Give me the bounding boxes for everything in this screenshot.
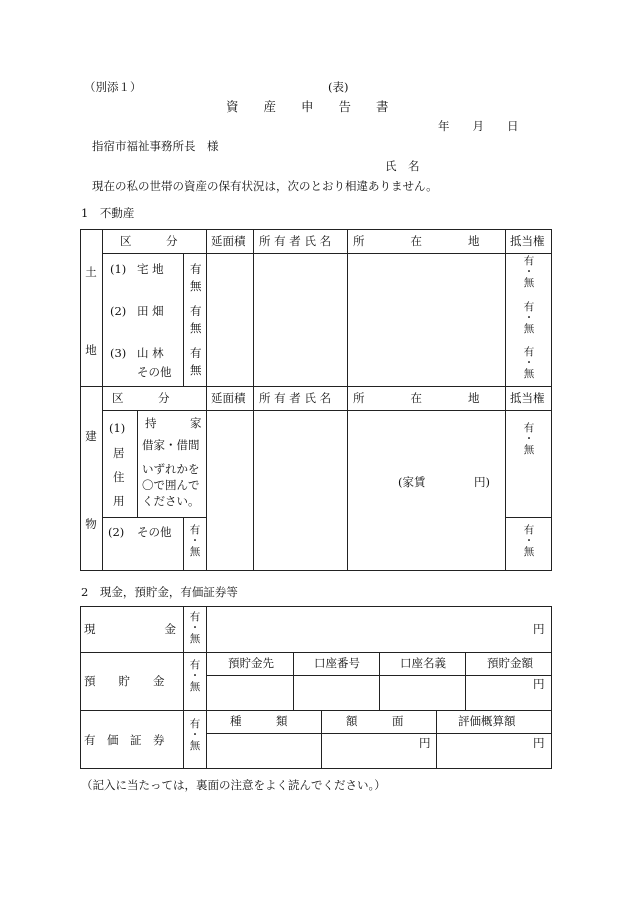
land-row3-name2: その他: [137, 365, 172, 379]
land-row3-yes: 有: [190, 346, 202, 360]
savings-label: 預 貯 金: [84, 674, 165, 688]
building-mortgage-2: 有 ・ 無: [523, 524, 535, 559]
land-mortgage-1: 有 ・ 無: [523, 255, 535, 290]
savings-header-bank: 預貯金先: [228, 656, 274, 670]
land-col-mortgage: 抵当権: [510, 234, 545, 248]
land-col-owner: 所 有 者 氏 名: [259, 234, 332, 248]
savings-yesno: 有 ・ 無: [189, 659, 201, 694]
footer-note: （記入に当たっては，裏面の注意をよく読んでください。）: [81, 778, 386, 792]
securities-label: 有 価 証 券: [84, 733, 165, 747]
residence-char-2: 住: [113, 470, 125, 484]
building-col-location: 所 在 地: [353, 391, 480, 405]
residence-num: (1): [109, 421, 126, 435]
savings-unit: 円: [533, 677, 545, 691]
attachment-label: （別添１）: [84, 80, 142, 94]
cash-label: 現 金: [84, 622, 176, 636]
land-row2-yes: 有: [190, 304, 202, 318]
instruction-3: ください。: [142, 494, 200, 508]
savings-header-amount: 預貯金額: [487, 656, 533, 670]
building-mortgage-1: 有 ・ 無: [523, 422, 535, 457]
instruction-1: いずれかを: [142, 462, 200, 476]
statement: 現在の私の世帯の資産の保有状況は，次のとおり相違ありません。: [92, 179, 438, 193]
land-row3-no: 無: [190, 363, 202, 377]
land-col-area: 延面積: [211, 234, 246, 248]
residence-char-3: 用: [113, 494, 125, 508]
land-row1-name: 宅 地: [137, 262, 164, 276]
land-label-top: 土: [85, 265, 97, 279]
land-row3-name: 山 林: [137, 346, 164, 360]
securities-header-type: 種 類: [230, 714, 288, 728]
own-house-a: 持: [145, 416, 157, 430]
building-label-bottom: 物: [85, 517, 97, 531]
securities-yesno: 有 ・ 無: [189, 718, 201, 753]
section2-heading: 2 現金，預貯金，有価証券等: [81, 585, 238, 599]
addressee: 指宿市福祉事務所長 様: [92, 139, 219, 153]
building-col-owner: 所 有 者 氏 名: [259, 391, 332, 405]
securities-header-estimate: 評価概算額: [458, 714, 516, 728]
own-house-b: 家: [190, 416, 202, 430]
rented-label: 借家・借間: [142, 438, 200, 452]
building-col-area: 延面積: [211, 391, 246, 405]
page-title: 資 産 申 告 書: [226, 99, 389, 114]
securities-unit-1: 円: [419, 736, 431, 750]
savings-header-account-holder: 口座名義: [400, 656, 446, 670]
building-other-name: その他: [137, 525, 172, 539]
land-row2-no: 無: [190, 321, 202, 335]
building-other-num: (2): [108, 525, 125, 539]
securities-unit-2: 円: [533, 736, 545, 750]
savings-header-account-number: 口座番号: [314, 656, 360, 670]
instruction-2: 〇で囲んで: [142, 478, 200, 492]
building-col-mortgage: 抵当権: [510, 391, 545, 405]
building-label-top: 建: [85, 429, 97, 443]
cash-yesno: 有 ・ 無: [189, 611, 201, 646]
name-label: 氏 名: [385, 159, 420, 173]
side-label: (表): [328, 80, 349, 94]
land-col-location: 所 在 地: [353, 234, 480, 248]
land-row1-num: (1): [110, 262, 127, 276]
land-mortgage-2: 有 ・ 無: [523, 301, 535, 336]
land-mortgage-3: 有 ・ 無: [523, 346, 535, 381]
residence-char-1: 居: [113, 446, 125, 460]
building-other-yesno: 有 ・ 無: [189, 524, 201, 559]
rent-unit: 円): [474, 475, 490, 489]
cash-unit: 円: [533, 622, 545, 636]
land-row1-yes: 有: [190, 262, 202, 276]
land-col-kubun: 区 分: [120, 234, 178, 248]
land-row1-no: 無: [190, 279, 202, 293]
rent-label: (家賃: [398, 475, 426, 489]
land-label-bottom: 地: [85, 343, 97, 357]
date-line: 年 月 日: [438, 119, 519, 133]
securities-header-face-value: 額 面: [346, 714, 404, 728]
building-col-kubun: 区 分: [112, 391, 170, 405]
land-row2-name: 田 畑: [137, 304, 164, 318]
land-row2-num: (2): [110, 304, 127, 318]
section1-heading: 1 不動産: [81, 206, 135, 220]
land-row3-num: (3): [110, 346, 127, 360]
